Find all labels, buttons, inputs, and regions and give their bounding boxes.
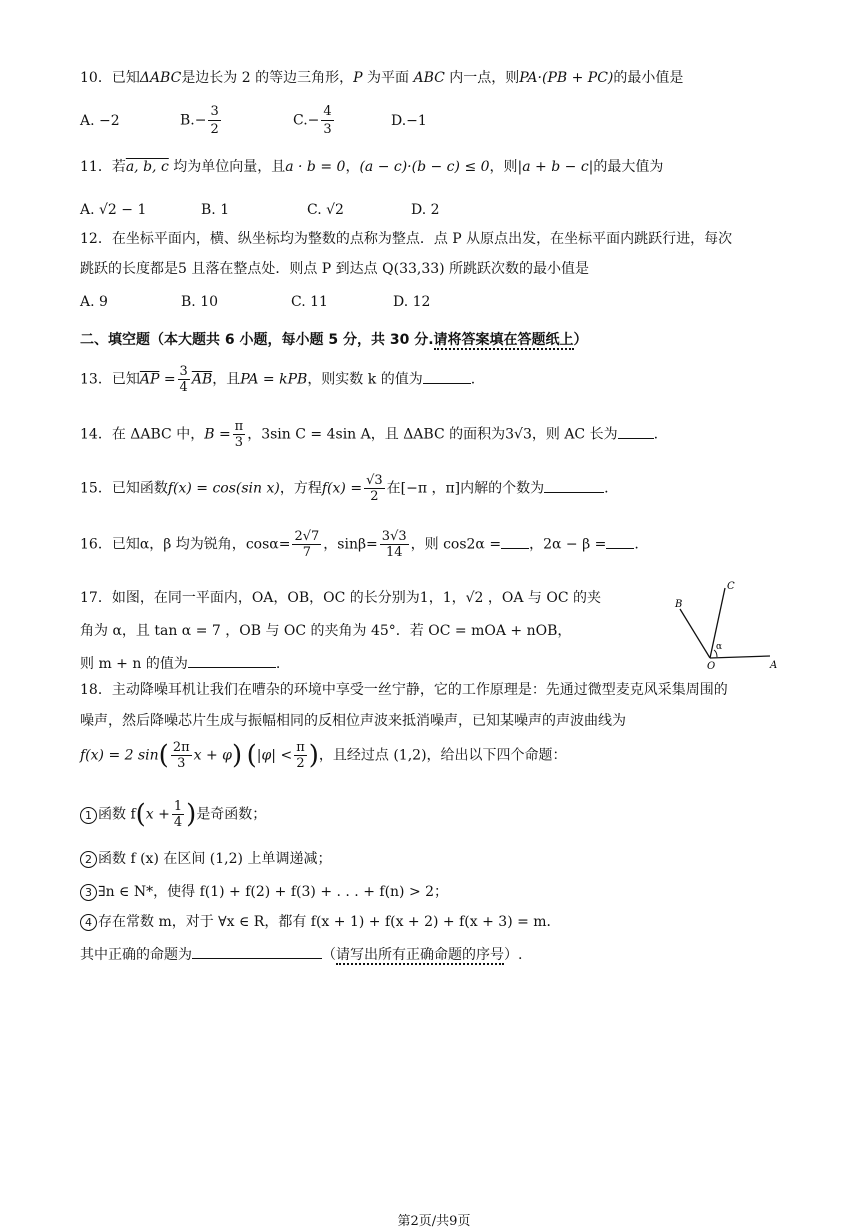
section-2-heading bbox=[80, 333, 588, 347]
q10-stem-a: 10．已知 bbox=[80, 70, 140, 86]
q10-option-c-frac bbox=[321, 104, 333, 137]
q18-proposition-4 bbox=[80, 914, 561, 931]
q11-option-a: A. √2 − 1 bbox=[80, 202, 147, 218]
q15-end: . bbox=[604, 480, 609, 497]
q11-stem-a: 11．若 bbox=[80, 159, 126, 175]
q16-mid: ，2α − β = bbox=[529, 536, 607, 553]
q10-option-b-num: 3 bbox=[210, 104, 219, 119]
q18-f-num: 2π bbox=[172, 740, 190, 755]
q10-option-c-sign: C.− bbox=[293, 112, 320, 129]
q13-pre: 13．已知 bbox=[80, 371, 140, 388]
q15-mid: ，方程 bbox=[279, 480, 322, 497]
q10-triangle: ΔABC bbox=[139, 70, 182, 86]
q18-p1-b: 是奇函数； bbox=[196, 806, 267, 823]
ray-oa bbox=[710, 656, 770, 658]
q11-condition-2: (a − c)·(b − c) ≤ 0 bbox=[359, 159, 490, 175]
q18-final bbox=[80, 946, 522, 962]
label-b: B bbox=[675, 599, 683, 610]
q17-line-2: 角为 α，且 tan α = 7 ，OB 与 OC 的夹角为 45°．若 OC = mOA + nOB， bbox=[80, 623, 572, 639]
q17-figure bbox=[670, 576, 785, 671]
q13-post: ，则实数 k 的值为 bbox=[307, 371, 423, 388]
q16-cos-num: 2√7 bbox=[294, 529, 320, 544]
page-footer: 第2页/共9页 bbox=[397, 1214, 471, 1229]
ray-ob bbox=[680, 609, 710, 658]
q13 bbox=[80, 365, 475, 394]
q16-answer-blank-1[interactable] bbox=[501, 536, 529, 549]
q12-option-c: C. 11 bbox=[291, 294, 328, 310]
q14-den: 3 bbox=[234, 435, 244, 450]
q16-sin-fraction bbox=[380, 530, 409, 559]
q18-paren-close: ) bbox=[232, 740, 243, 771]
q18-p4-number: 4 bbox=[80, 914, 97, 931]
q13-fraction bbox=[178, 365, 190, 394]
q14-area: 3√3 bbox=[505, 426, 532, 443]
q10-abc: ABC bbox=[413, 70, 445, 86]
q15-pre: 15．已知函数 bbox=[80, 480, 168, 497]
q17-answer-blank[interactable] bbox=[188, 655, 276, 668]
q14-answer-blank[interactable] bbox=[618, 426, 654, 439]
q18-line-1: 18．主动降噪耳机让我们在嘈杂的环境中享受一丝宁静，它的工作原理是：先通过微型麦克风采集周围的 bbox=[80, 682, 728, 698]
label-o: O bbox=[707, 661, 716, 671]
q18-p1-den: 4 bbox=[173, 815, 183, 830]
q12-option-a: A. 9 bbox=[80, 294, 108, 310]
q18-p1-a: 函数 f bbox=[98, 806, 136, 823]
q16-sin: sinβ= bbox=[337, 536, 378, 553]
q18-final-pre: 其中正确的命题为 bbox=[80, 947, 192, 963]
q10-expression: PA·(PB + PC) bbox=[519, 70, 614, 86]
q13-mid: ，且 bbox=[212, 371, 241, 388]
q13-num: 3 bbox=[179, 364, 188, 379]
section-2-close: ） bbox=[573, 332, 588, 348]
q16-answer-blank-2[interactable] bbox=[606, 536, 634, 549]
q16-cos-den: 7 bbox=[302, 545, 311, 560]
q18-final-instruction: 请写出所有正确命题的序号 bbox=[336, 947, 504, 963]
q18-f-post: ，且经过点 (1,2)，给出以下四个命题： bbox=[318, 747, 567, 764]
q10-option-b-den: 2 bbox=[210, 122, 219, 137]
q10-stem-c: 为平面 bbox=[367, 70, 409, 86]
q18-f-mid: x + φ bbox=[193, 747, 232, 764]
q18-f-cond: |φ| < bbox=[256, 747, 293, 764]
q11-vectors: a, b, c bbox=[125, 159, 169, 175]
q13-end: . bbox=[470, 371, 476, 388]
q18-p3-number: 3 bbox=[80, 884, 97, 901]
q18-cond-fraction bbox=[294, 741, 307, 770]
q18-f-fraction bbox=[171, 741, 192, 770]
q14-end: . bbox=[653, 426, 659, 443]
q18-p1-num: 1 bbox=[173, 799, 183, 814]
q10-p: P bbox=[353, 70, 363, 86]
q18-p4-text: 存在常数 m，对于 ∀x ∈ R，都有 f(x + 1) + f(x + 2) + f(x + 3) = m． bbox=[98, 914, 561, 930]
q10-stem-b: 是边长为 2 的等边三角形， bbox=[181, 70, 354, 86]
q17-line-3-text: 则 m + n 的值为 bbox=[80, 656, 188, 672]
q15-den: 2 bbox=[370, 489, 379, 504]
q10-option-b-frac bbox=[208, 104, 220, 137]
q15-equation-left: f(x) = bbox=[321, 480, 363, 497]
q18-line-2: 噪声，然后降噪芯片生成与振幅相同的反相位声波来抵消噪声，已知某噪声的声波曲线为 bbox=[80, 713, 626, 729]
q18-cond-close: ) bbox=[308, 740, 319, 771]
q14-post: ，则 AC 长为 bbox=[531, 426, 618, 443]
q11-comma: ， bbox=[345, 159, 360, 175]
q18-f-pre: f(x) = 2 sin bbox=[80, 747, 159, 764]
q16-pre: 16．已知α，β 均为锐角， bbox=[80, 536, 246, 553]
section-2-title: 二、填空题（本大题共 6 小题，每小题 5 分，共 30 分. bbox=[80, 332, 434, 348]
q10-option-c-num: 4 bbox=[323, 104, 332, 119]
q18-proposition-3 bbox=[80, 884, 448, 901]
q13-answer-blank[interactable] bbox=[423, 371, 471, 384]
q11-option-d: D. 2 bbox=[411, 202, 440, 218]
q18-p1-x: x + bbox=[145, 806, 170, 823]
q17-end: . bbox=[275, 656, 281, 672]
q13-ab: $\overline{AB}$ bbox=[191, 371, 213, 388]
q14-num: π bbox=[234, 419, 244, 434]
q18-p2-number: 2 bbox=[80, 851, 97, 868]
q13-relation: PA = kPB bbox=[240, 371, 308, 388]
q15-fraction bbox=[364, 474, 385, 503]
q11-option-b: B. 1 bbox=[201, 202, 230, 218]
q17-line-1: 17．如图，在同一平面内，OA，OB，OC 的长分别为1，1，√2 ，OA 与 OC 的夹 bbox=[80, 590, 602, 606]
q16-sep: ， bbox=[323, 536, 338, 553]
q11-stem-c: ，则 bbox=[489, 159, 518, 175]
q18-final-close: ）. bbox=[504, 947, 523, 963]
q12-line-2: 跳跃的长度都是5 且落在整点处．则点 P 到达点 Q(33,33) 所跳跃次数的最小值是 bbox=[80, 261, 590, 277]
q18-p1-open: ( bbox=[135, 799, 146, 830]
q10-option-a: A. −2 bbox=[80, 113, 120, 129]
q18-function bbox=[80, 741, 567, 770]
q18-answer-blank[interactable] bbox=[192, 946, 322, 959]
q18-proposition-1 bbox=[80, 800, 266, 829]
q12-option-d: D. 12 bbox=[393, 294, 431, 310]
q15-answer-blank[interactable] bbox=[544, 480, 604, 493]
q18-p1-close: ) bbox=[186, 799, 197, 830]
section-2-instruction: 请将答案填在答题纸上 bbox=[433, 332, 574, 348]
q10-option-b bbox=[180, 104, 223, 137]
q12-option-b: B. 10 bbox=[181, 294, 219, 310]
q11-stem bbox=[80, 160, 663, 174]
q16-sin-den: 14 bbox=[385, 545, 403, 560]
q10-options bbox=[80, 104, 580, 144]
q10-stem-e: 的最小值是 bbox=[613, 70, 684, 86]
q18-cond-den: 2 bbox=[296, 756, 305, 771]
q18-cond-open: ( bbox=[246, 740, 257, 771]
q11-option-c: C. √2 bbox=[307, 202, 344, 218]
q15 bbox=[80, 474, 609, 503]
q10-stem-d: 内一点，则 bbox=[449, 70, 520, 86]
q18-p1-fraction bbox=[172, 800, 184, 829]
q10-option-c-den: 3 bbox=[323, 122, 332, 137]
q16-cos: cosα= bbox=[245, 536, 291, 553]
q13-eq: = bbox=[163, 371, 176, 388]
q17-line-3 bbox=[80, 655, 280, 671]
q10-option-c bbox=[293, 104, 336, 137]
q18-p1-number: 1 bbox=[80, 807, 97, 824]
q15-num: √3 bbox=[366, 473, 383, 488]
q16-cos-fraction bbox=[292, 530, 321, 559]
q11-stem-d: 的最大值为 bbox=[593, 159, 664, 175]
q14-fraction bbox=[233, 420, 246, 449]
q14 bbox=[80, 420, 658, 449]
q12-options bbox=[80, 294, 580, 314]
q16 bbox=[80, 530, 639, 559]
q12-line-1: 12．在坐标平面内，横、纵坐标均为整数的点称为整点．点 P 从原点出发，在坐标平面内跳跃行进，每次 bbox=[80, 231, 733, 247]
q10-option-d: D.−1 bbox=[391, 113, 427, 129]
q10-option-b-sign: B.− bbox=[180, 112, 207, 129]
q11-condition-1: a · b = 0 bbox=[285, 159, 346, 175]
label-alpha: α bbox=[716, 642, 723, 652]
q16-post: ，则 cos2α = bbox=[410, 536, 502, 553]
q14-b: B = bbox=[204, 426, 231, 443]
q18-proposition-2 bbox=[80, 851, 331, 868]
q15-function: f(x) = cos(sin x) bbox=[167, 480, 280, 497]
q14-mid: ，3sin C = 4sin A，且 ΔABC 的面积为 bbox=[247, 426, 506, 443]
q18-cond-num: π bbox=[296, 740, 305, 755]
q13-den: 4 bbox=[179, 380, 188, 395]
q15-post: 在[−π ，π]内解的个数为 bbox=[386, 480, 545, 497]
label-a: A bbox=[770, 660, 778, 671]
q18-final-open: （ bbox=[322, 947, 336, 963]
q10-stem bbox=[80, 71, 683, 85]
q16-end: . bbox=[634, 536, 639, 553]
q18-paren-open: ( bbox=[158, 740, 169, 771]
q13-ap: $\overline{AP}$ bbox=[139, 371, 160, 388]
q18-p2-text: 函数 f (x) 在区间 (1,2) 上单调递减； bbox=[98, 851, 332, 867]
q18-p3-text: ∃n ∈ N*，使得 f(1) + f(2) + f(3) + . . . + f(n) > 2； bbox=[98, 884, 449, 900]
q14-pre: 14．在 ΔABC 中， bbox=[80, 426, 205, 443]
q18-f-den: 3 bbox=[177, 756, 186, 771]
label-c: C bbox=[727, 581, 735, 592]
q11-options bbox=[80, 202, 580, 222]
q16-sin-num: 3√3 bbox=[381, 529, 407, 544]
q11-stem-b: 均为单位向量，且 bbox=[173, 159, 286, 175]
q11-expression: |a + b − c| bbox=[517, 159, 594, 175]
